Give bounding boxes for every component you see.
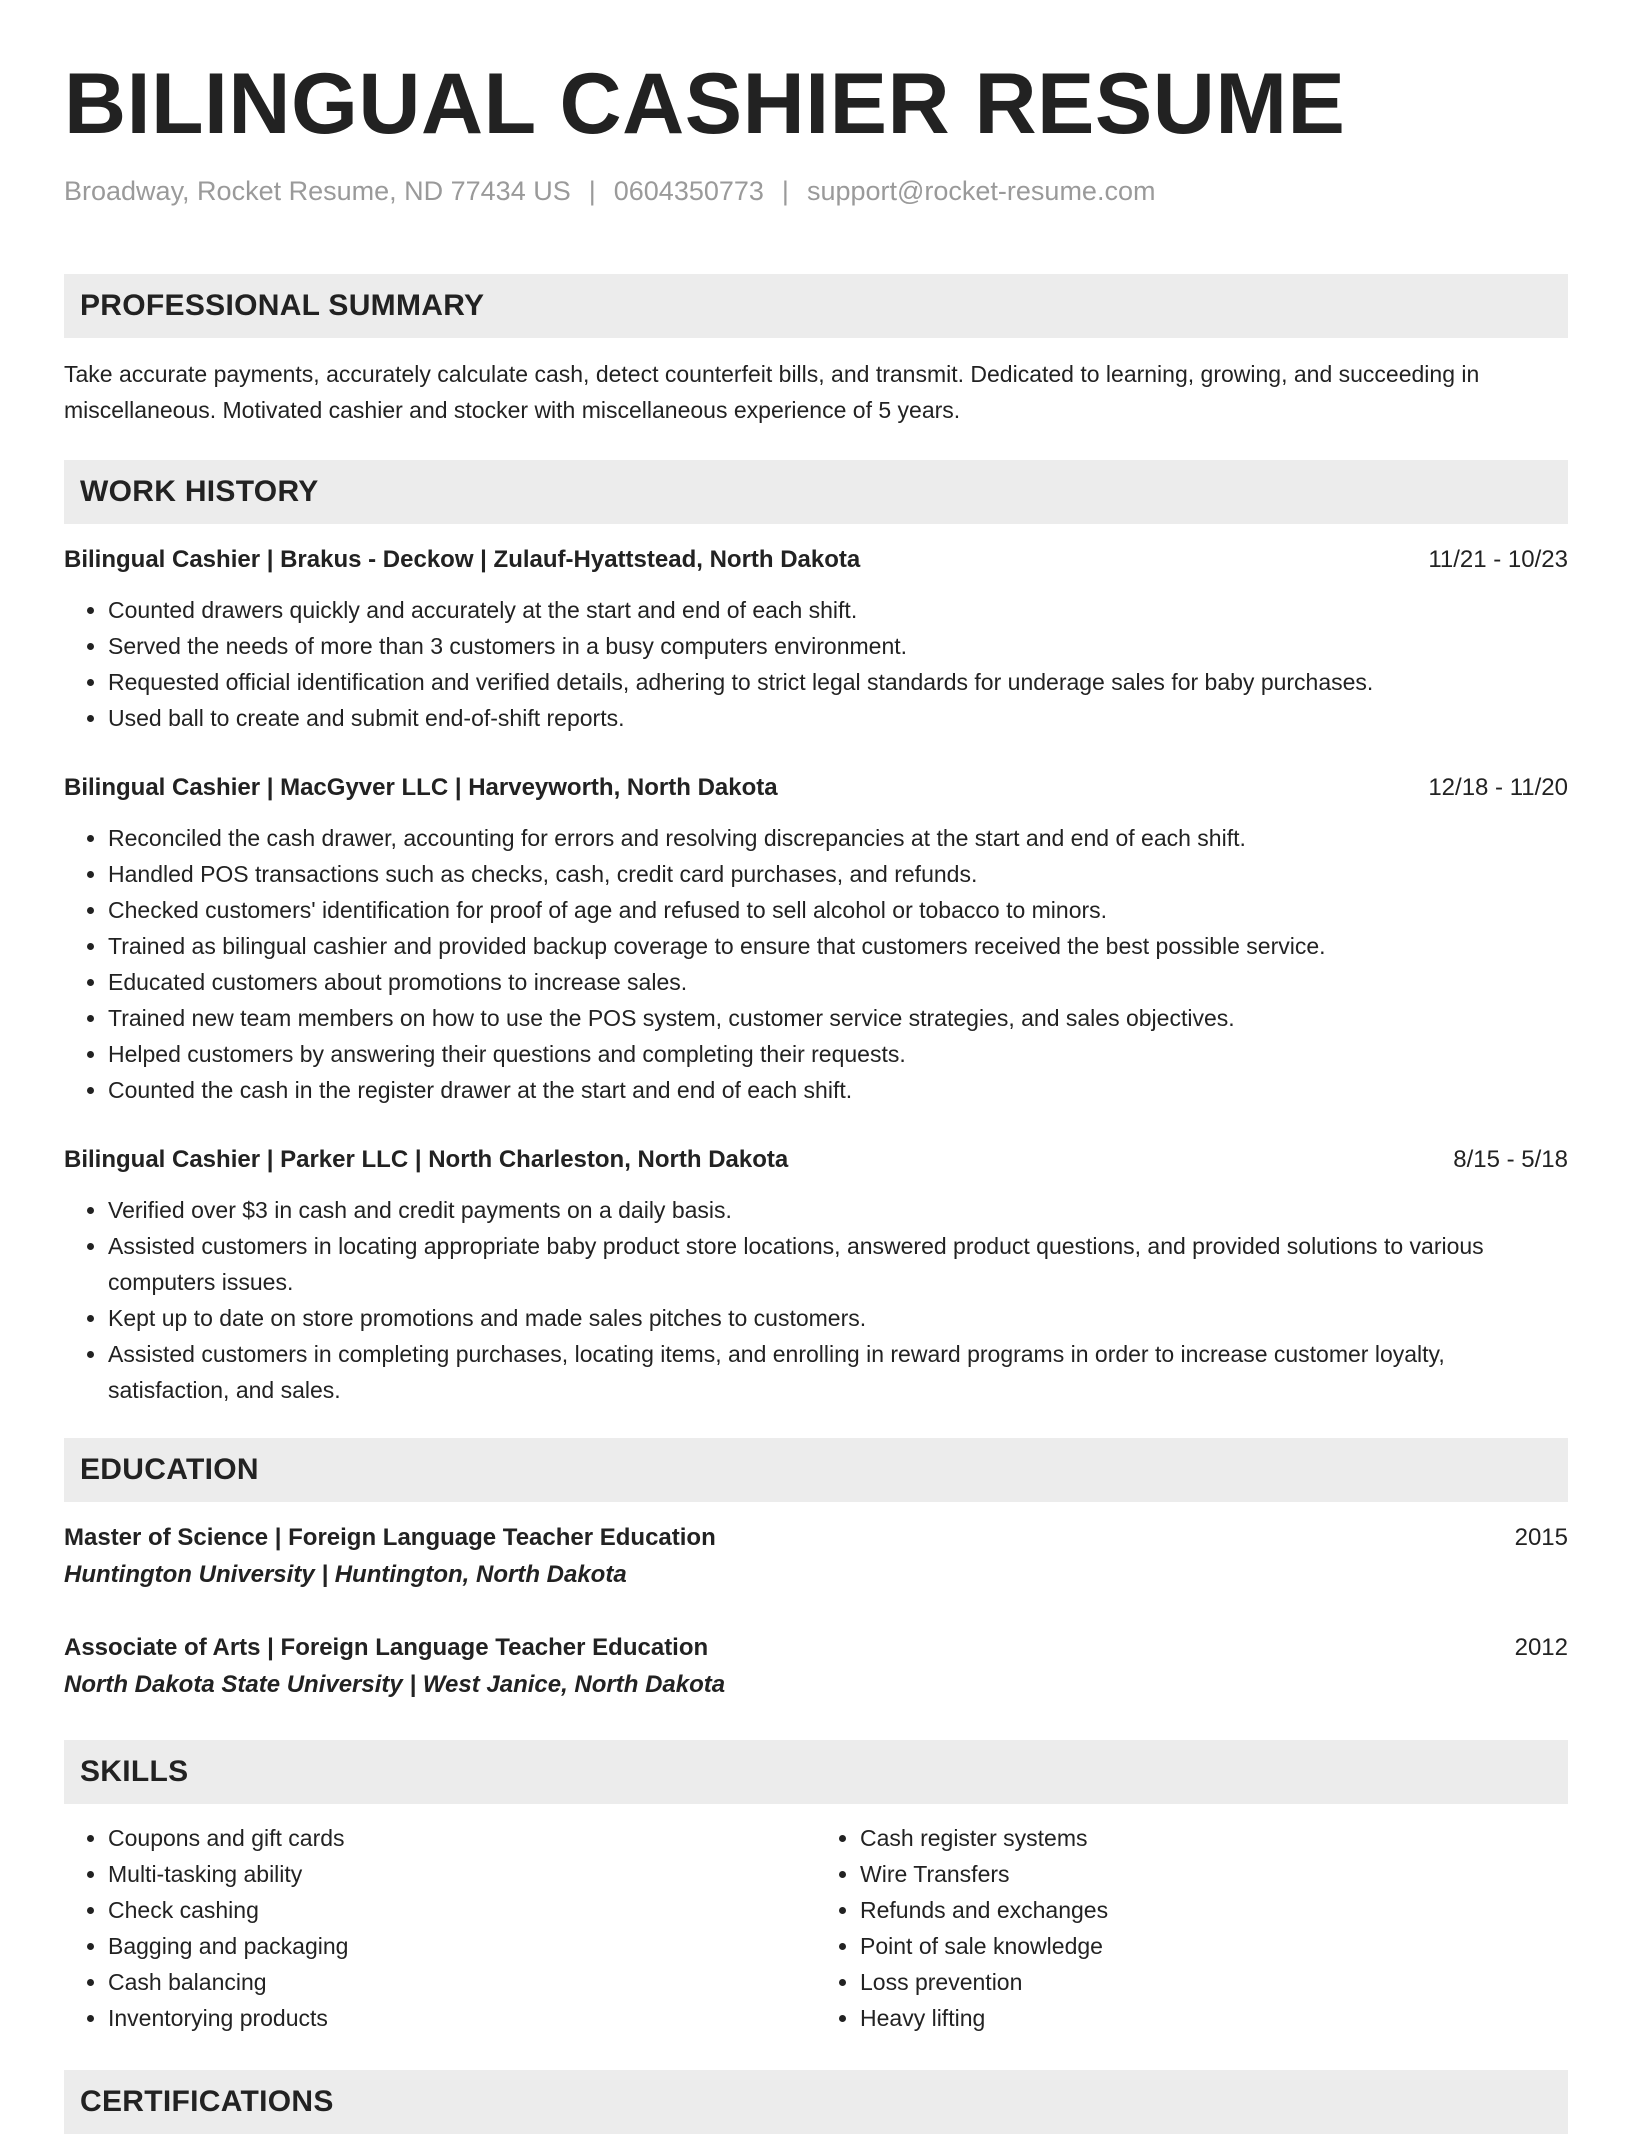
skills-column-right xyxy=(816,1820,1568,2036)
list-item: • Kept up to date on store promotions and made sales pitches to customers. xyxy=(108,1300,1568,1336)
list-item: • Assisted customers in completing purchases, locating items, and enrolling in reward programs in order to increase customer loyalty, satisfaction, and sales. xyxy=(108,1336,1568,1408)
list-item: • Counted drawers quickly and accurately at the start and end of each shift. xyxy=(108,592,1568,628)
list-item: • Helped customers by answering their questions and completing their requests. xyxy=(108,1036,1568,1072)
contact-line xyxy=(64,174,1568,208)
job-header xyxy=(64,542,1568,578)
summary-text: Take accurate payments, accurately calculate cash, detect counterfeit bills, and transmit. Dedicated to learning, growing, and succeeding in miscellaneous. Motivated cashier and stocker with miscellaneous experience of 5 years. xyxy=(64,361,1480,423)
education-header xyxy=(64,1630,1568,1666)
section-header-education: EDUCATION xyxy=(64,1438,1568,1502)
section-header-certifications: CERTIFICATIONS xyxy=(64,2070,1568,2134)
list-item: • Point of sale knowledge xyxy=(860,1928,1568,1964)
list-item: • Assisted customers in locating appropriate baby product store locations, answered product questions, and provided solutions to various computers issues. xyxy=(108,1228,1568,1300)
list-item: • Check cashing xyxy=(108,1892,816,1928)
list-item: • Cash balancing xyxy=(108,1964,816,2000)
list-item: • Inventorying products xyxy=(108,2000,816,2036)
job-entry xyxy=(64,542,1568,736)
list-item: • Handled POS transactions such as checks, cash, credit card purchases, and refunds. xyxy=(108,856,1568,892)
contact-phone: 0604350773 xyxy=(613,176,764,206)
list-item: • Cash register systems xyxy=(860,1820,1568,1856)
list-item: • Used ball to create and submit end-of-shift reports. xyxy=(108,700,1568,736)
skills-grid xyxy=(64,1820,1568,2036)
education-entry xyxy=(64,1630,1568,1704)
job-entry xyxy=(64,1142,1568,1408)
list-item: • Trained as bilingual cashier and provided backup coverage to ensure that customers received the best possible service. xyxy=(108,928,1568,964)
job-date: 8/15 - 5/18 xyxy=(1453,1146,1568,1173)
list-item: • Refunds and exchanges xyxy=(860,1892,1568,1928)
education-school: North Dakota State University | West Janice, North Dakota xyxy=(64,1671,726,1698)
section-header-skills: SKILLS xyxy=(64,1740,1568,1804)
list-item: • Multi-tasking ability xyxy=(108,1856,816,1892)
job-bullets xyxy=(64,820,1568,1108)
list-item: • Served the needs of more than 3 customers in a busy computers environment. xyxy=(108,628,1568,664)
list-item: • Counted the cash in the register drawer at the start and end of each shift. xyxy=(108,1072,1568,1108)
contact-separator: | xyxy=(781,176,789,206)
list-item: • Loss prevention xyxy=(860,1964,1568,2000)
list-item: • Bagging and packaging xyxy=(108,1928,816,1964)
job-bullets xyxy=(64,592,1568,736)
list-item: • Checked customers' identification for proof of age and refused to sell alcohol or tobacco to minors. xyxy=(108,892,1568,928)
job-bullets xyxy=(64,1192,1568,1408)
job-title: Bilingual Cashier | MacGyver LLC | Harveyworth, North Dakota xyxy=(64,774,778,801)
skills-list xyxy=(816,1820,1568,2036)
section-header-work-history: WORK HISTORY xyxy=(64,460,1568,524)
list-item: • Requested official identification and verified details, adhering to strict legal standards for underage sales for baby purchases. xyxy=(108,664,1568,700)
education-year: 2012 xyxy=(1514,1634,1568,1661)
list-item: • Verified over $3 in cash and credit payments on a daily basis. xyxy=(108,1192,1568,1228)
education-degree: Master of Science | Foreign Language Teacher Education xyxy=(64,1524,716,1551)
job-title: Bilingual Cashier | Brakus - Deckow | Zulauf-Hyattstead, North Dakota xyxy=(64,546,861,573)
job-header xyxy=(64,1142,1568,1178)
education-degree: Associate of Arts | Foreign Language Teacher Education xyxy=(64,1634,709,1661)
list-item: • Heavy lifting xyxy=(860,2000,1568,2036)
education-header xyxy=(64,1520,1568,1556)
list-item: • Coupons and gift cards xyxy=(108,1820,816,1856)
contact-separator: | xyxy=(588,176,596,206)
education-year: 2015 xyxy=(1514,1524,1568,1551)
contact-address: Broadway, Rocket Resume, ND 77434 US xyxy=(64,176,571,206)
job-entry xyxy=(64,770,1568,1108)
list-item: • Wire Transfers xyxy=(860,1856,1568,1892)
resume-title: BILINGUAL CASHIER RESUME xyxy=(64,56,1346,152)
job-date: 11/21 - 10/23 xyxy=(1428,546,1568,573)
contact-email: support@rocket-resume.com xyxy=(806,176,1156,206)
skills-column-left xyxy=(64,1820,816,2036)
list-item: • Reconciled the cash drawer, accounting for errors and resolving discrepancies at the start and end of each shift. xyxy=(108,820,1568,856)
job-title: Bilingual Cashier | Parker LLC | North Charleston, North Dakota xyxy=(64,1146,789,1173)
list-item: • Educated customers about promotions to increase sales. xyxy=(108,964,1568,1000)
education-entry xyxy=(64,1520,1568,1594)
education-school: Huntington University | Huntington, North Dakota xyxy=(64,1561,627,1588)
job-date: 12/18 - 11/20 xyxy=(1428,774,1568,801)
skills-list xyxy=(64,1820,816,2036)
list-item: • Trained new team members on how to use the POS system, customer service strategies, and sales objectives. xyxy=(108,1000,1568,1036)
job-header xyxy=(64,770,1568,806)
resume-page xyxy=(64,0,1568,2134)
section-header-summary: PROFESSIONAL SUMMARY xyxy=(64,274,1568,338)
